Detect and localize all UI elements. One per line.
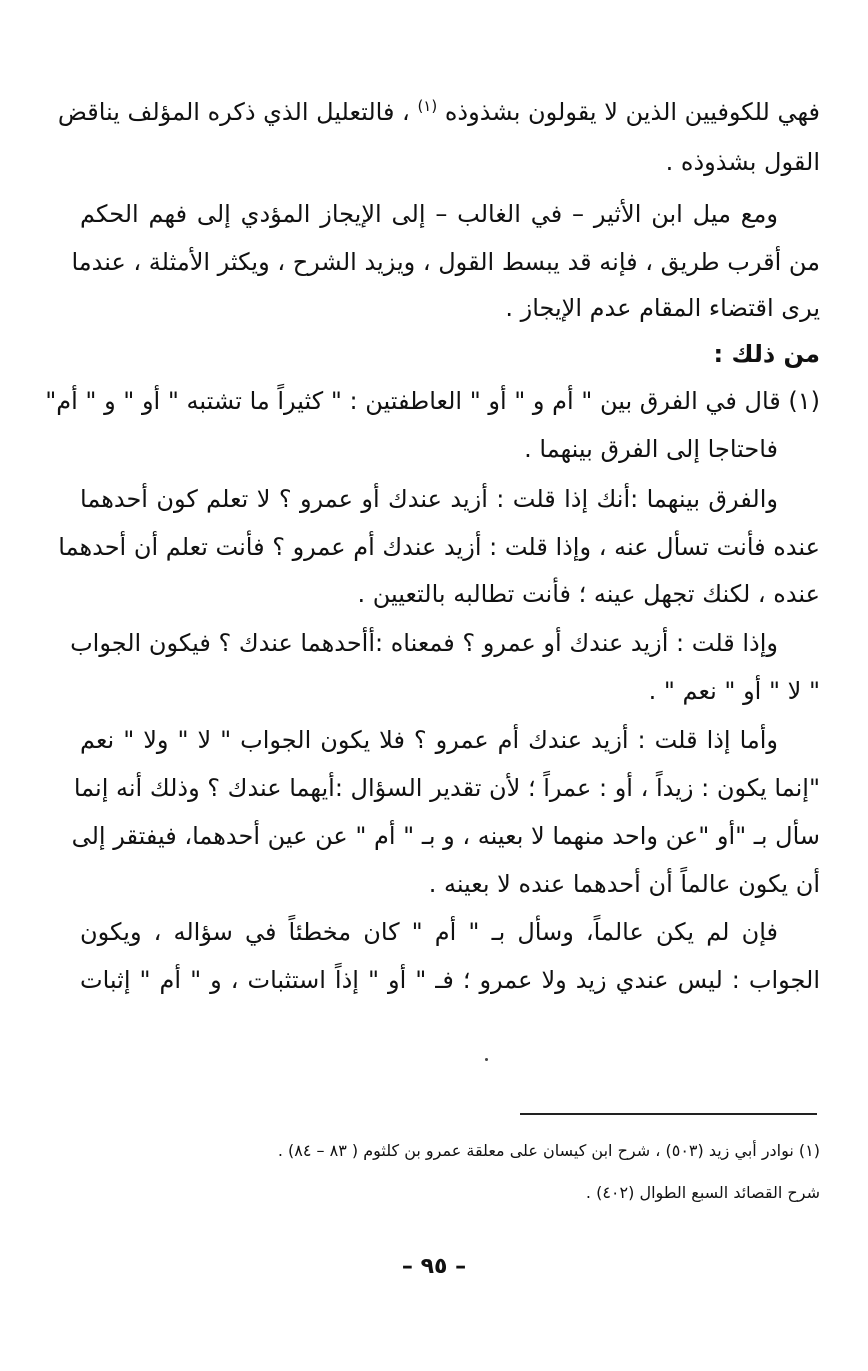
text-line-12: وإذا قلت : أزيد عندك أو عمرو ؟ فمعناه :أأحدهما عندك ؟ فيكون الجواب: [70, 629, 778, 657]
text-line-14: وأما إذا قلت : أزيد عندك أم عمرو ؟ فلا يكون الجواب " لا " ولا " نعم: [80, 726, 778, 754]
footnote-1: (١) نوادر أبي زيد (٥٠٣) ، شرح ابن كيسان على معلقة عمرو بن كلثوم ( ٨٣ – ٨٤) .: [277, 1141, 820, 1160]
text-line-4: من أقرب طريق ، فإنه قد يبسط القول ، ويزيد الشرح ، ويكثر الأمثلة ، عندما: [71, 248, 820, 276]
text-line-7: (١) قال في الفرق بين " أم و " أو " العاطفتين : " كثيراً ما تشتبه " أو " و " أم": [45, 387, 820, 415]
text-line-15: "إنما يكون : زيداً ، أو : عمراً ؛ لأن تقدير السؤال :أيهما عندك ؟ وذلك أنه إنما: [73, 774, 820, 802]
text-line-16: سأل بـ "أو "عن واحد منهما لا بعينه ، و بـ " أم " عن عين أحدهما، فيفتقر إلى: [71, 822, 820, 850]
footnote-divider: [520, 1113, 817, 1115]
footnote-2: شرح القصائد السبع الطوال (٤٠٢) .: [585, 1183, 820, 1202]
text-line-17: أن يكون عالماً أن أحدهما عنده لا بعينه .: [428, 870, 820, 898]
text-line-13: " لا " أو " نعم " .: [648, 677, 820, 705]
text-line-19: الجواب : ليس عندي زيد ولا عمرو ؛ فـ " أو " إذاً استثبات ، و " أم " إثبات: [80, 966, 820, 994]
print-speck: [485, 1058, 488, 1061]
text-line-2: القول بشذوذه .: [665, 148, 820, 176]
text-line-1-tail: ، فالتعليل الذي ذكره المؤلف يناقض: [57, 98, 410, 126]
text-line-1: [57, 97, 820, 127]
footnote-marker: (١): [417, 97, 438, 115]
text-line-5: يرى اقتضاء المقام عدم الإيجاز .: [505, 294, 820, 322]
text-line-10: عنده فأنت تسأل عنه ، وإذا قلت : أزيد عندك أم عمرو ؟ فأنت تعلم أن أحدهما: [58, 533, 820, 561]
page-number: – ٩٥ –: [401, 1254, 467, 1279]
text-line-8: فاحتاجا إلى الفرق بينهما .: [524, 435, 778, 463]
text-line-9: والفرق بينهما :أنك إذا قلت : أزيد عندك أو عمرو ؟ لا تعلم كون أحدهما: [80, 485, 778, 513]
text-line-11: عنده ، لكنك تجهل عينه ؛ فأنت تطالبه بالتعيين .: [357, 580, 820, 608]
section-heading: من ذلك :: [713, 340, 820, 368]
text-line-1-head: فهي للكوفيين الذين لا يقولون بشذوذه: [444, 98, 820, 126]
text-line-3: ومع ميل ابن الأثير – في الغالب – إلى الإيجاز المؤدي إلى فهم الحكم: [80, 200, 778, 228]
text-line-18: فإن لم يكن عالماً، وسأل بـ " أم " كان مخطئاً في سؤاله ، ويكون: [80, 918, 778, 946]
